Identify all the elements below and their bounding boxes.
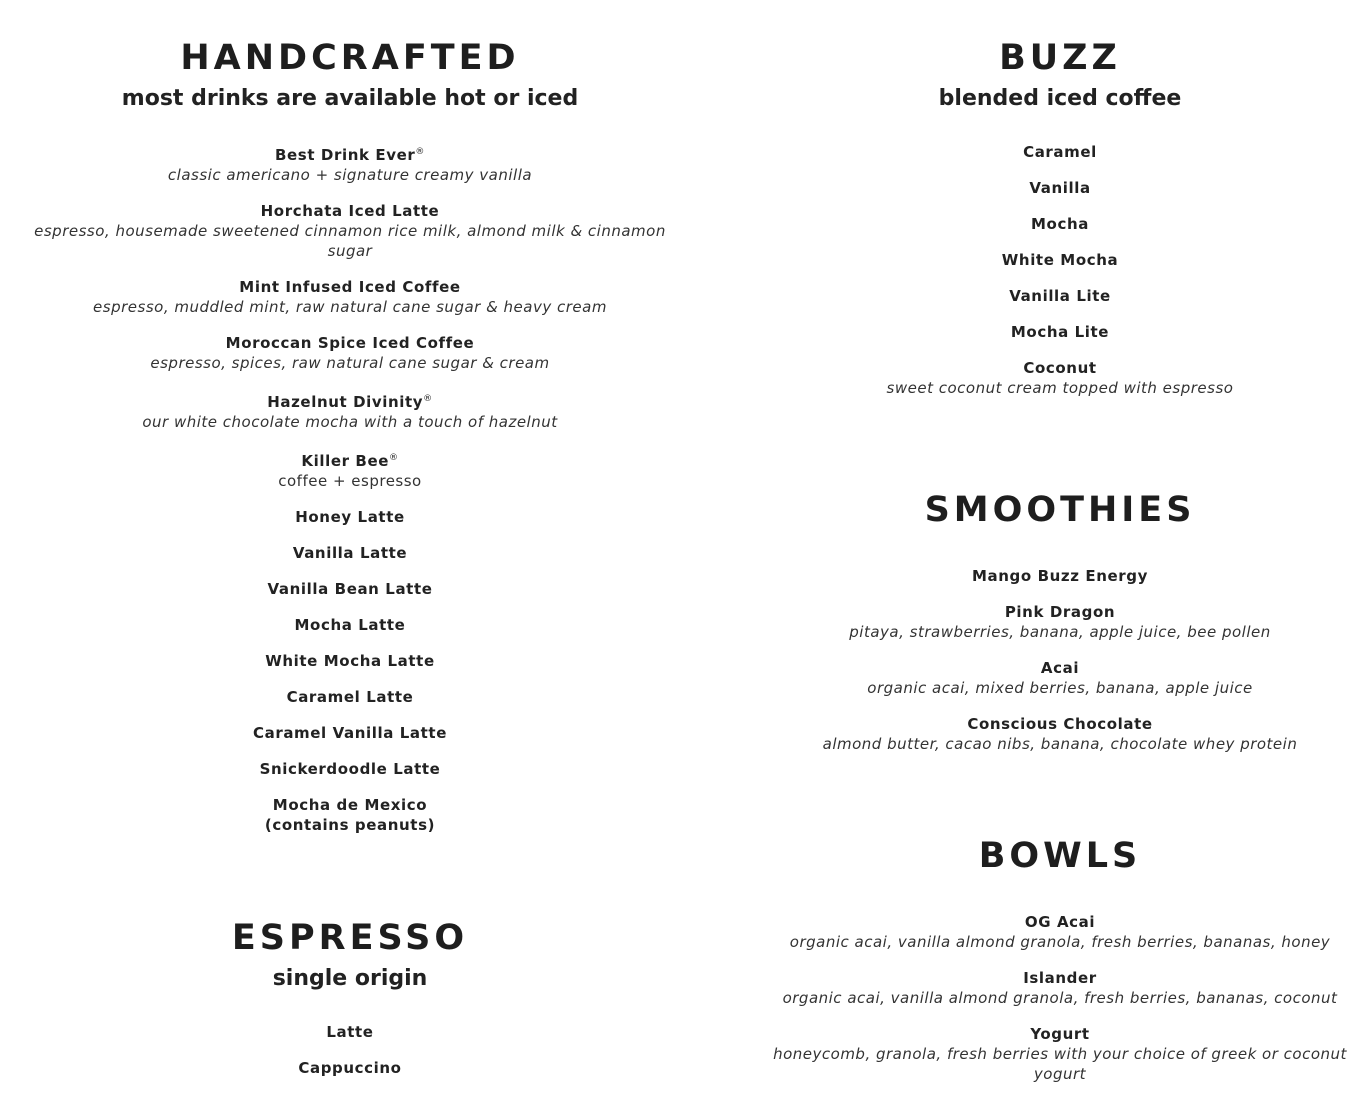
menu-item (20, 543, 680, 563)
menu-item-name-text: Islander (1023, 969, 1097, 987)
menu-item-name (760, 358, 1360, 378)
menu-item (760, 566, 1360, 586)
menu-item-name-text: Coconut (1023, 359, 1097, 377)
menu-item-name-text: Mocha (1031, 215, 1089, 233)
menu-item-name-text: Horchata Iced Latte (260, 202, 440, 220)
menu-item (20, 687, 680, 707)
menu-item-name (20, 333, 680, 353)
menu-item-description: coffee + espresso (278, 472, 422, 490)
menu-item-name (760, 178, 1360, 198)
menu-item (20, 142, 680, 185)
menu-item-name-text: Caramel (1023, 143, 1097, 161)
menu-item-name-text: Vanilla Lite (1009, 287, 1111, 305)
menu-item (760, 658, 1360, 698)
section-subtitle: single origin (272, 966, 428, 991)
menu-item-description: espresso, spices, raw natural cane sugar & cream (150, 354, 550, 372)
menu-item (20, 795, 680, 835)
section-title: SMOOTHIES (924, 490, 1196, 530)
menu-item-name (20, 543, 680, 563)
menu-item-description: honeycomb, granola, fresh berries with your choice of greek or coconut yogurt (773, 1045, 1347, 1083)
menu-item-name (760, 566, 1360, 586)
menu-item-name-text: White Mocha Latte (265, 652, 435, 670)
menu-item (20, 448, 680, 491)
section-handcrafted (20, 38, 680, 851)
menu-item-name (760, 322, 1360, 342)
menu-item (20, 201, 680, 261)
menu-item-name-text: Mint Infused Iced Coffee (239, 278, 461, 296)
menu-item-name-text: Caramel Latte (286, 688, 414, 706)
menu-item-name (760, 142, 1360, 162)
menu-item-name-text: Vanilla Bean Latte (267, 580, 433, 598)
section-title: ESPRESSO (231, 918, 469, 958)
menu-item-name (760, 968, 1360, 988)
menu-item-name-text: Caramel Vanilla Latte (253, 724, 447, 742)
menu-item-name-text: Killer Bee (301, 452, 389, 470)
menu-item-name-text: Vanilla Latte (292, 544, 408, 562)
menu-item (760, 602, 1360, 642)
menu-item-name-text: Moroccan Spice Iced Coffee (225, 334, 475, 352)
menu-item (20, 651, 680, 671)
menu-items (20, 1022, 680, 1078)
menu-item (760, 714, 1360, 754)
menu-item-name-text: Vanilla (1029, 179, 1091, 197)
menu-item-name-text: Cappuccino (298, 1059, 402, 1077)
menu-item-name (760, 602, 1360, 622)
registered-mark: ® (389, 453, 399, 463)
menu-item (20, 759, 680, 779)
menu-item-name-text: OG Acai (1024, 913, 1096, 931)
menu-item (20, 507, 680, 527)
section-subtitle: most drinks are available hot or iced (121, 86, 579, 111)
menu-item-name-text: Mocha Lite (1010, 323, 1110, 341)
menu-item-name (20, 723, 680, 743)
menu-item (20, 333, 680, 373)
menu-item-name (760, 1024, 1360, 1044)
menu-item-name (760, 286, 1360, 306)
menu-item-name (20, 795, 680, 835)
menu-item-name-text: Latte (326, 1023, 374, 1041)
menu-item-name (20, 615, 680, 635)
menu-item-name (760, 214, 1360, 234)
menu-item-description: espresso, housemade sweetened cinnamon rice milk, almond milk & cinnamon sugar (34, 222, 666, 260)
menu-item-name-text: Mocha de Mexico (contains peanuts) (264, 796, 436, 834)
menu-item-description: organic acai, vanilla almond granola, fresh berries, bananas, honey (789, 933, 1331, 951)
section-title: HANDCRAFTED (180, 38, 520, 78)
menu-item (760, 142, 1360, 162)
menu-item (760, 250, 1360, 270)
menu-item-name (760, 912, 1360, 932)
menu-items (20, 142, 680, 835)
section-smoothies (760, 490, 1360, 770)
menu-item (20, 723, 680, 743)
menu-item (20, 1022, 680, 1042)
menu-item-name-text: Honey Latte (295, 508, 405, 526)
menu-item-name (20, 759, 680, 779)
menu-item (20, 277, 680, 317)
menu-item-name (20, 277, 680, 297)
menu-item-name (20, 1058, 680, 1078)
menu-item (760, 968, 1360, 1008)
menu-item-name-text: Hazelnut Divinity (267, 393, 424, 411)
menu-item-name (760, 714, 1360, 734)
menu-item-name (20, 389, 680, 412)
menu-item-name (20, 507, 680, 527)
menu-item-name-text: Snickerdoodle Latte (259, 760, 441, 778)
section-title: BUZZ (999, 38, 1121, 78)
menu-item (760, 286, 1360, 306)
menu-item (760, 1024, 1360, 1084)
menu-item (20, 389, 680, 432)
section-buzz (760, 38, 1360, 414)
menu-item-description: almond butter, cacao nibs, banana, chocolate whey protein (822, 735, 1298, 753)
menu-item-description: sweet coconut cream topped with espresso (886, 379, 1234, 397)
menu-item-name-text: Conscious Chocolate (967, 715, 1153, 733)
menu-items (760, 566, 1360, 754)
menu-item-name-text: Mango Buzz Energy (972, 567, 1148, 585)
menu-item (20, 579, 680, 599)
menu-item-description: organic acai, vanilla almond granola, fresh berries, bananas, coconut (782, 989, 1338, 1007)
menu-item (760, 358, 1360, 398)
menu-item-name (20, 651, 680, 671)
section-espresso (20, 918, 680, 1094)
menu-item-name (760, 658, 1360, 678)
menu-item (760, 214, 1360, 234)
registered-mark: ® (423, 394, 433, 404)
menu-item (760, 322, 1360, 342)
menu-item-name-text: Best Drink Ever (275, 146, 416, 164)
menu-item-description: organic acai, mixed berries, banana, apple juice (867, 679, 1253, 697)
menu-item (20, 1058, 680, 1078)
menu-item-name-text: Yogurt (1030, 1025, 1090, 1043)
menu-item-name (20, 448, 680, 471)
section-title: BOWLS (978, 836, 1142, 876)
menu-item-name-text: White Mocha (1001, 251, 1119, 269)
menu-item-name-text: Acai (1040, 659, 1080, 677)
menu-item (20, 615, 680, 635)
menu-item-name-text: Mocha Latte (294, 616, 406, 634)
menu-item-name (20, 1022, 680, 1042)
menu-item (760, 912, 1360, 952)
menu-item-description: espresso, muddled mint, raw natural cane sugar & heavy cream (93, 298, 607, 316)
menu-item-name (760, 250, 1360, 270)
menu-item-name (20, 201, 680, 221)
menu-items (760, 142, 1360, 398)
menu-item-description: classic americano + signature creamy vanilla (167, 166, 533, 184)
menu-item-description: our white chocolate mocha with a touch of hazelnut (142, 413, 558, 431)
registered-mark: ® (415, 147, 425, 157)
menu-item-name (20, 579, 680, 599)
section-bowls (760, 836, 1360, 1100)
menu-item-name (20, 687, 680, 707)
menu-item-name-text: Pink Dragon (1004, 603, 1116, 621)
menu-item-name (20, 142, 680, 165)
menu-item-description: pitaya, strawberries, banana, apple juice, bee pollen (849, 623, 1271, 641)
menu-items (760, 912, 1360, 1084)
section-subtitle: blended iced coffee (938, 86, 1182, 111)
menu-item (760, 178, 1360, 198)
